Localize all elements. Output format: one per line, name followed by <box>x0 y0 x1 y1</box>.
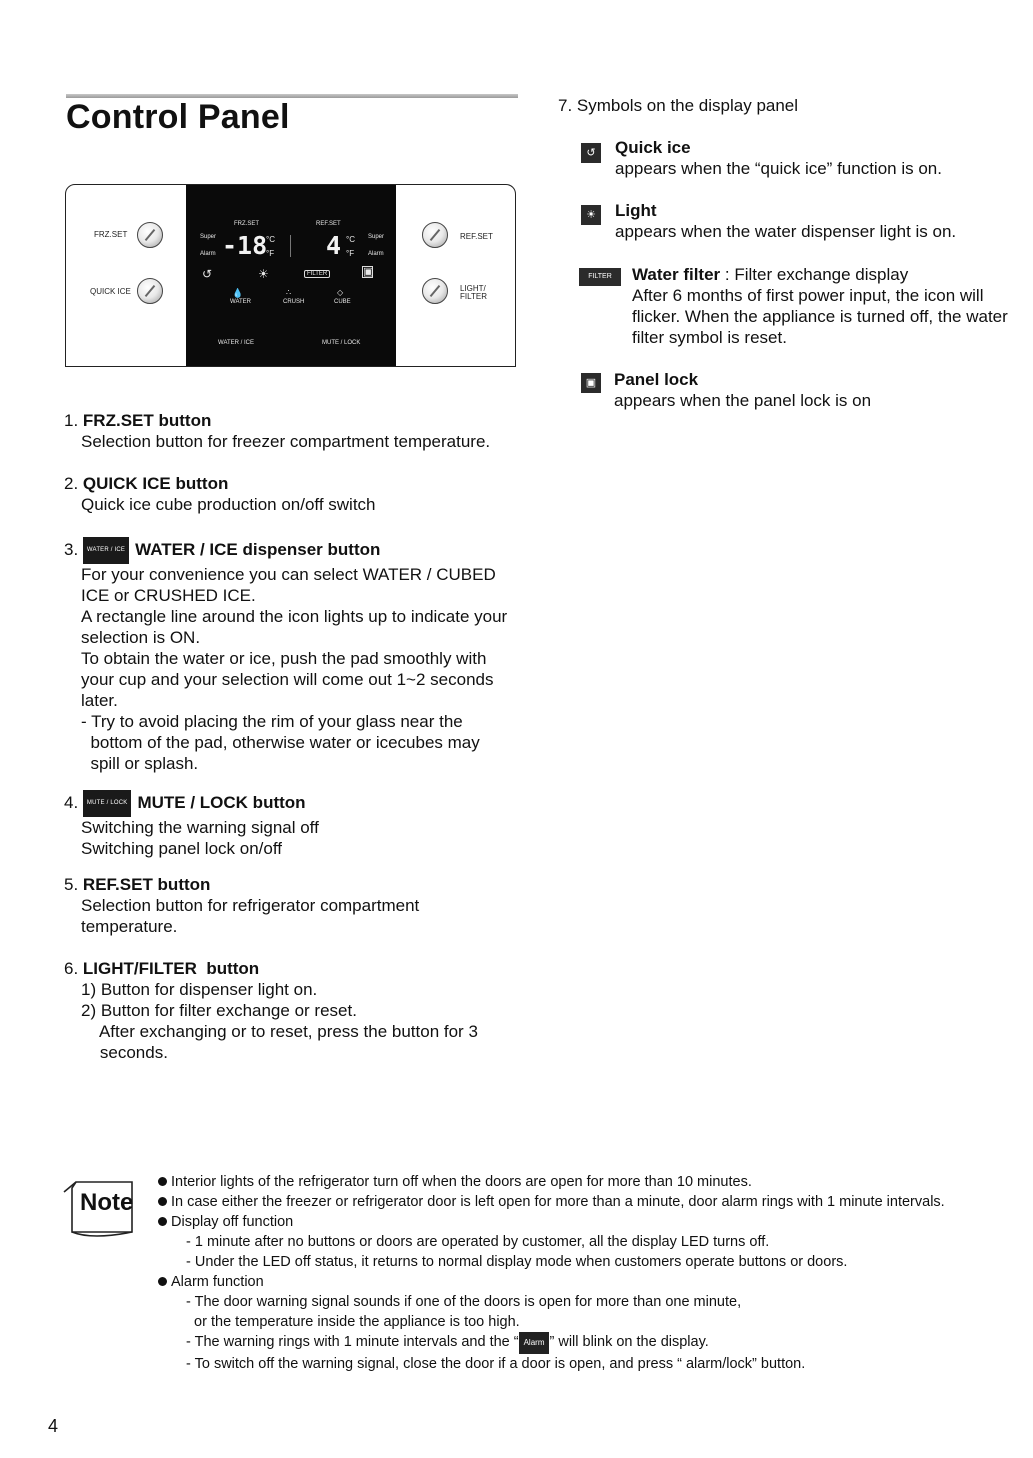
ref-set-knob-icon <box>422 222 448 248</box>
item-title: WATER / ICE dispenser button <box>135 539 381 559</box>
item-text: After exchanging or to reset, press the button for 3 <box>81 1022 478 1041</box>
item-text: seconds. <box>81 1043 168 1062</box>
display-water-label: WATER <box>230 299 251 305</box>
item-number: 1. <box>64 411 79 430</box>
item-text: Quick ice cube production on/off switch <box>81 495 376 514</box>
symbol-title: Quick ice <box>615 138 691 157</box>
lock-symbol-icon: ▣ <box>581 373 601 393</box>
item-light-filter <box>64 958 534 1063</box>
display-crush-icon: ∴ <box>286 288 292 297</box>
alarm-chip: Alarm <box>519 1332 550 1354</box>
item-text: your cup and your selection will come out 1~2 seconds <box>81 670 494 689</box>
display-cube-label: CUBE <box>334 299 351 305</box>
item-text: bottom of the pad, otherwise water or icecubes may <box>81 733 480 752</box>
item-text: ICE or CRUSHED ICE. <box>81 586 256 605</box>
symbol-title: Light <box>615 201 657 220</box>
note-sub-line: - To switch off the warning signal, close the door if a door is open, and press “ alarm/lock” button. <box>186 1356 806 1372</box>
item-number: 2. <box>64 474 79 493</box>
display-cube-icon: ◇ <box>337 288 344 297</box>
display-ref-label: REF.SET <box>316 221 341 227</box>
item-text: temperature. <box>81 917 178 936</box>
quick-ice-knob-icon <box>137 278 163 304</box>
page-number: 4 <box>48 1416 59 1436</box>
symbol-text: flicker. When the appliance is turned off, the water <box>632 307 1008 326</box>
display-crush-label: CRUSH <box>283 299 305 305</box>
note-bullet-text: In case either the freezer or refrigerator door is left open for more than a minute, door alarm rings with 1 minute intervals. <box>171 1194 945 1210</box>
display-water-drop-icon: 💧 <box>232 288 244 298</box>
item-number: 4. <box>64 792 79 812</box>
item-text: To obtain the water or ice, push the pad smoothly with <box>81 649 487 668</box>
symbol-water-filter <box>632 264 1012 348</box>
display-light-icon: ☀ <box>258 267 269 281</box>
display-mute-lock-button: MUTE / LOCK <box>322 340 361 346</box>
display-super-left: Super <box>200 234 217 240</box>
item-quick-ice <box>64 473 534 515</box>
symbol-title: Water filter <box>632 265 721 284</box>
note-sub-line: - Under the LED off status, it returns to normal display mode when customers operate buttons or doors. <box>186 1254 848 1270</box>
item-text: spill or splash. <box>81 754 199 773</box>
display-quick-ice-icon: ↺ <box>202 267 213 281</box>
display-filter-icon: FILTER <box>304 270 330 278</box>
note-content <box>172 1172 1022 1374</box>
item-text: later. <box>81 691 118 710</box>
note-bullet <box>172 1172 1022 1192</box>
note-alarm-post: ” will blink on the display. <box>549 1334 709 1350</box>
bullet-icon <box>158 1197 167 1206</box>
item-water-ice <box>64 537 534 774</box>
bullet-icon <box>158 1277 167 1286</box>
item-text: For your convenience you can select WATER / CUBED <box>81 565 496 584</box>
item-mute-lock <box>64 790 534 859</box>
item-text: 2) Button for filter exchange or reset. <box>81 1001 357 1020</box>
note-bullet <box>172 1192 1022 1212</box>
bullet-icon <box>158 1217 167 1226</box>
symbol-text: appears when the panel lock is on <box>614 391 872 410</box>
item-number: 5. <box>64 875 79 894</box>
display-deg-f-left: °F <box>266 249 275 258</box>
bullet-icon <box>158 1177 167 1186</box>
symbol-light <box>615 200 956 242</box>
page-title: Control Panel <box>66 98 290 136</box>
light-filter-label-1: LIGHT/ <box>460 284 486 293</box>
note-alarm-pre: - The warning rings with 1 minute intervals and the “ <box>186 1334 519 1350</box>
display-alarm-left: Alarm <box>200 251 216 257</box>
display-water-ice-button: WATER / ICE <box>218 340 254 346</box>
item-text: - Try to avoid placing the rim of your glass near the <box>81 712 463 731</box>
item-text: Switching the warning signal off <box>81 818 319 837</box>
display-deg-c-left: °C <box>266 235 275 244</box>
note-bullet-text: Alarm function <box>171 1274 264 1290</box>
display-frz-temp: -18 <box>222 231 268 260</box>
water-ice-badge: WATER / ICE <box>83 537 129 564</box>
symbol-title: Panel lock <box>614 370 699 389</box>
note-sub-line: - The door warning signal sounds if one of the doors is open for more than one minute, <box>186 1294 742 1310</box>
symbol-quick-ice <box>615 137 942 179</box>
item-text: Selection button for freezer compartment temperature. <box>81 432 491 451</box>
water-filter-symbol-icon: FILTER <box>579 268 621 286</box>
item-number: 3. <box>64 539 79 559</box>
note-sub-line: - 1 minute after no buttons or doors are operated by customer, all the display LED turns off. <box>186 1234 770 1250</box>
item-text: selection is ON. <box>81 628 201 647</box>
item-title: MUTE / LOCK button <box>137 792 306 812</box>
note-bullet <box>172 1212 1022 1232</box>
quick-ice-symbol-icon: ↺ <box>581 143 601 163</box>
frz-set-label: FRZ.SET <box>94 230 128 239</box>
display-frz-label: FRZ.SET <box>234 221 259 227</box>
display-super-right: Super <box>368 234 385 240</box>
item-title: FRZ.SET button <box>82 411 212 430</box>
symbol-title-rest: : Filter exchange display <box>720 265 909 284</box>
display-divider <box>290 235 291 257</box>
note-sub-line: or the temperature inside the appliance is too high. <box>186 1314 520 1330</box>
symbol-panel-lock <box>614 369 871 411</box>
quick-ice-label: QUICK ICE <box>90 287 131 296</box>
item-ref-set <box>64 874 534 937</box>
light-filter-label-2: FILTER <box>460 292 487 301</box>
note-bullet <box>172 1272 1022 1292</box>
display-deg-c-right: °C <box>346 235 355 244</box>
note-bullet-text: Interior lights of the refrigerator turn off when the doors are open for more than 10 minutes. <box>171 1174 752 1190</box>
item-number: 6. <box>64 959 79 978</box>
symbol-text: filter symbol is reset. <box>632 328 787 347</box>
display-lock-icon: ▣ <box>363 266 374 278</box>
item-title: QUICK ICE button <box>82 474 229 493</box>
display-panel <box>186 185 396 366</box>
note-label: Note <box>80 1189 134 1216</box>
item-text: A rectangle line around the icon lights up to indicate your <box>81 607 508 626</box>
symbol-text: After 6 months of first power input, the icon will <box>632 286 984 305</box>
item-title: REF.SET button <box>82 875 211 894</box>
item-text: Switching panel lock on/off <box>81 839 282 858</box>
symbol-text: appears when the water dispenser light is on. <box>615 222 957 241</box>
symbols-heading: 7. Symbols on the display panel <box>558 96 799 115</box>
light-filter-knob-icon <box>422 278 448 304</box>
display-deg-f-right: °F <box>346 249 355 258</box>
display-ref-temp: 4 <box>326 231 342 260</box>
light-symbol-icon: ☀ <box>581 205 601 225</box>
symbol-text: appears when the “quick ice” function is on. <box>615 159 942 178</box>
display-alarm-right: Alarm <box>368 251 384 257</box>
item-text: 1) Button for dispenser light on. <box>81 980 318 999</box>
frz-set-knob-icon <box>137 222 163 248</box>
item-title: LIGHT/FILTER button <box>82 959 260 978</box>
ref-set-label: REF.SET <box>460 232 493 241</box>
item-frz-set <box>64 410 534 452</box>
mute-lock-badge: MUTE / LOCK <box>83 790 132 817</box>
item-text: Selection button for refrigerator compartment <box>81 896 420 915</box>
note-sub-line <box>172 1332 1022 1354</box>
note-bullet-text: Display off function <box>171 1214 294 1230</box>
